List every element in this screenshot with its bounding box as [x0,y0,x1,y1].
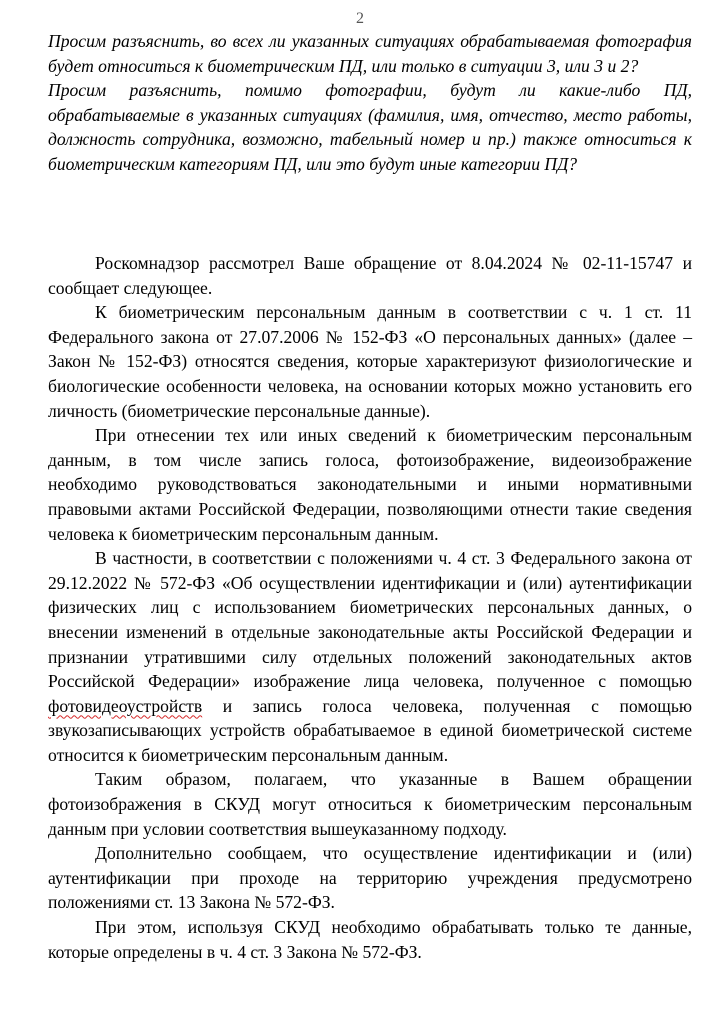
paragraph-4-text-end: и запись голоса человека, полученная с помощью звукозаписывающих устройств обрабатываемое в единой биометрической системе относится к биометрическим персональным данным. [48,695,692,765]
question-paragraph-1: Просим разъяснить, во всех ли указанных ситуациях обрабатываемая фотография будет относиться к биометрическим ПД, или только в ситуации 3, или 3 и 2? [48,31,692,76]
response-paragraph-6: Дополнительно сообщаем, что осуществление идентификации и (или) аутентификации при проходе на территорию учреждения предусмотрено положениями ст. 13 Закона № 572-ФЗ. [48,843,692,913]
response-paragraph-2: К биометрическим персональным данным в соответствии с ч. 1 ст. 11 Федерального закона от 27.07.2006 № 152-ФЗ «О персональных данных» (далее – Закон № 152-ФЗ) относятся сведения, которые характеризуют физиологические и биологические особенности человека, на основании которых можно установить его личность (биометрические персональные данные). [48,302,692,421]
question-paragraph-2: Просим разъяснить, помимо фотографии, будут ли какие-либо ПД, обрабатываемые в указанных ситуациях (фамилия, имя, отчество, место работы, должность сотрудника, возможно, табельный номер и пр.) также относиться к биометрическим категориям ПД, или это будут иные категории ПД? [48,80,692,174]
response-paragraph-7: При этом, используя СКУД необходимо обрабатывать только те данные, которые определены в ч. 4 ст. 3 Закона № 572-ФЗ. [48,917,692,962]
response-paragraph-3: При отнесении тех или иных сведений к биометрическим персональным данным, в том числе запись голоса, фотоизображение, видеоизображение необходимо руководствоваться законодательными и иными нормативными правовыми актами Российской Федерации, позволяющими отнести такие сведения человека к биометрическим персональным данным. [48,425,692,544]
page-number: 2 [356,10,364,27]
question-block [48,29,692,177]
spellcheck-flagged-word[interactable]: фотовидеоустройств [48,695,203,716]
response-body [48,251,692,964]
response-paragraph-4 [48,546,692,767]
paragraph-4-text-start: В частности, в соответствии с положениями ч. 4 ст. 3 Федерального закона от 29.12.2022 № 572-ФЗ «Об осуществлении идентификации и (или) аутентификации физических лиц с использованием биометрических персональных данных, о внесении изменений в отдельные законодательные акты Российской Федерации и признании утратившими силу отдельных положений законодательных актов Российской Федерации» изображение лица человека, полученное с помощью [48,548,692,692]
response-paragraph-5: Таким образом, полагаем, что указанные в Вашем обращении фотоизображения в СКУД могут относиться к биометрическим персональным данным при условии соответствия вышеуказанному подходу. [48,769,692,839]
response-paragraph-1: Роскомнадзор рассмотрел Ваше обращение от 8.04.2024 № 02-11-15747 и сообщает следующее. [48,253,692,298]
